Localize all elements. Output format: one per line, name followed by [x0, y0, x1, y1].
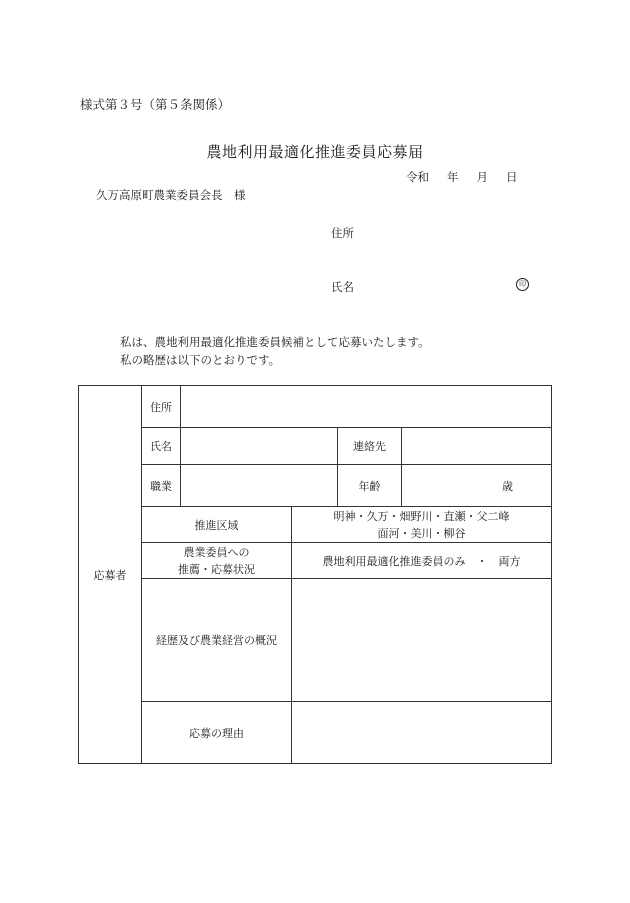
date-year: 年	[447, 170, 459, 184]
seal-mark: 印	[516, 278, 529, 291]
career-label-cell	[142, 579, 292, 702]
occupation-field[interactable]	[181, 465, 338, 507]
address-label: 住所	[150, 400, 172, 414]
application-table	[78, 385, 552, 764]
addressee: 久万高原町農業委員会長 様	[96, 188, 246, 202]
address-field[interactable]	[181, 386, 552, 428]
committee-options[interactable]	[292, 543, 552, 579]
table-row	[79, 465, 552, 507]
statement-line-1: 私は、農地利用最適化推進委員候補として応募いたします。	[120, 335, 430, 349]
name-label: 氏名	[150, 440, 172, 453]
district-options-line-1: 明神・久万・畑野川・直瀬・父二峰	[333, 509, 510, 523]
table-row	[79, 543, 552, 579]
committee-options-text: 農地利用最適化推進委員のみ ・ 両方	[322, 554, 521, 568]
district-options[interactable]	[292, 507, 552, 543]
committee-label-line-2: 推薦・応募状況	[178, 562, 255, 576]
table-row	[79, 507, 552, 543]
occupation-label-cell	[142, 465, 181, 507]
reason-label-cell	[142, 702, 292, 764]
committee-label-line-1: 農業委員への	[183, 545, 250, 559]
district-label-cell	[142, 507, 292, 543]
district-options-line-2: 面河・美川・柳谷	[377, 526, 466, 540]
contact-label-cell	[338, 428, 402, 465]
table-row	[79, 386, 552, 428]
table-row	[79, 579, 552, 702]
applicant-label-cell	[79, 386, 142, 764]
occupation-label: 職業	[150, 479, 172, 493]
date-month: 月	[476, 170, 488, 184]
career-field[interactable]	[292, 579, 552, 702]
page-title: 農地利用最適化推進委員応募届	[206, 143, 424, 161]
applicant-name-label: 氏名	[331, 280, 354, 294]
reason-field[interactable]	[292, 702, 552, 764]
contact-label: 連絡先	[353, 440, 386, 453]
contact-field[interactable]	[402, 428, 552, 465]
form-number: 様式第３号（第５条関係）	[80, 97, 231, 112]
committee-label-cell	[142, 543, 292, 579]
applicant-label: 応募者	[93, 568, 127, 582]
career-label: 経歴及び農業経営の概況	[156, 634, 277, 647]
name-label-cell	[142, 428, 181, 465]
date-day: 日	[506, 170, 518, 184]
date-era: 令和	[406, 170, 429, 184]
date-line	[406, 169, 518, 185]
district-label: 推進区域	[194, 518, 239, 532]
reason-label: 応募の理由	[189, 726, 244, 740]
applicant-address-label: 住所	[331, 226, 354, 240]
age-label-cell	[338, 465, 402, 507]
statement-line-2: 私の略歴は以下のとおりです。	[120, 353, 281, 367]
age-unit: 歳	[502, 479, 513, 493]
address-label-cell	[142, 386, 181, 428]
table-row	[79, 702, 552, 764]
name-field[interactable]	[181, 428, 338, 465]
age-label: 年齢	[358, 479, 381, 493]
table-row	[79, 428, 552, 465]
age-field[interactable]	[402, 465, 552, 507]
